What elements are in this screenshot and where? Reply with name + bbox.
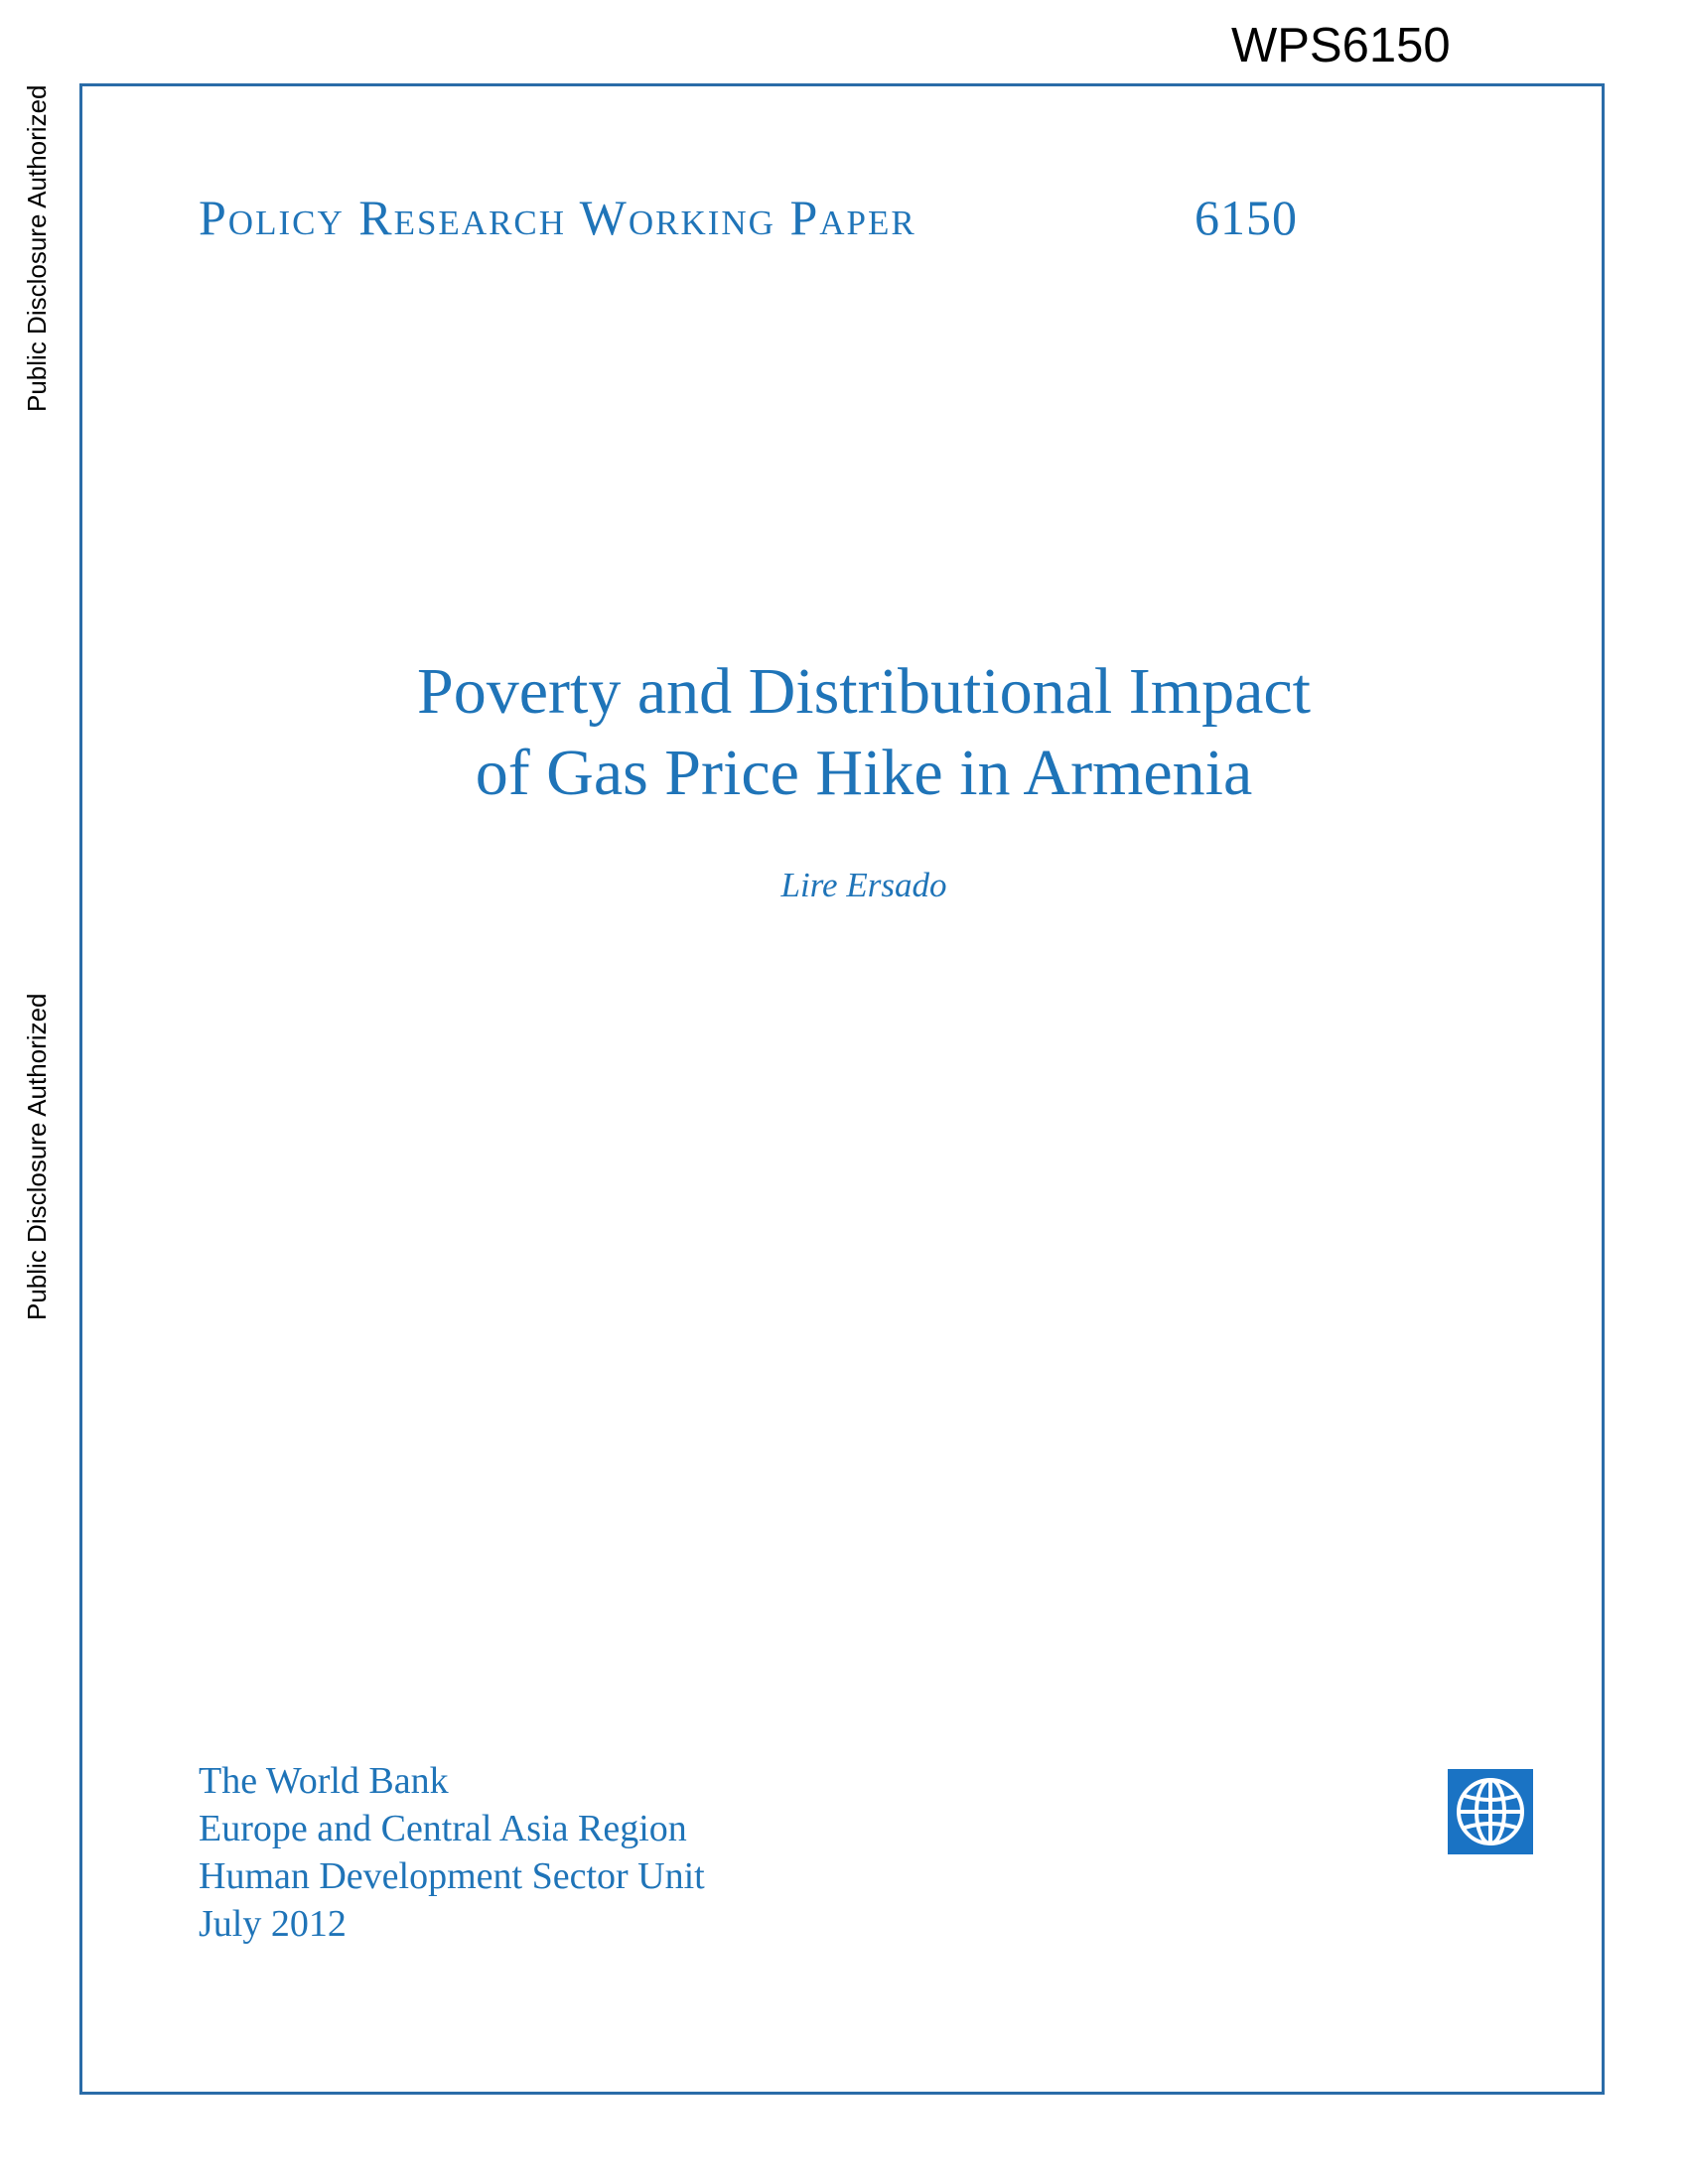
publisher-block xyxy=(199,1757,705,1948)
publisher-unit: Human Development Sector Unit xyxy=(199,1855,705,1897)
world-bank-logo xyxy=(1448,1769,1533,1854)
series-header xyxy=(199,189,1390,248)
paper-title-line: Poverty and Distributional Impact xyxy=(417,655,1311,728)
series-number: 6150 xyxy=(1195,190,1298,245)
publisher-name: The World Bank xyxy=(199,1760,449,1802)
series-title: Policy Research Working Paper xyxy=(199,190,916,245)
world-bank-globe-icon xyxy=(1448,1769,1533,1854)
publisher-region: Europe and Central Asia Region xyxy=(199,1808,687,1849)
document-id: WPS6150 xyxy=(1231,19,1451,72)
publication-date: July 2012 xyxy=(199,1903,347,1945)
paper-author: Lire Ersado xyxy=(780,866,947,904)
disclosure-stamp-top: Public Disclosure Authorized xyxy=(22,84,52,412)
disclosure-stamp-bottom: Public Disclosure Authorized xyxy=(22,993,52,1320)
paper-title xyxy=(179,651,1549,814)
paper-title-line: of Gas Price Hike in Armenia xyxy=(475,737,1253,809)
